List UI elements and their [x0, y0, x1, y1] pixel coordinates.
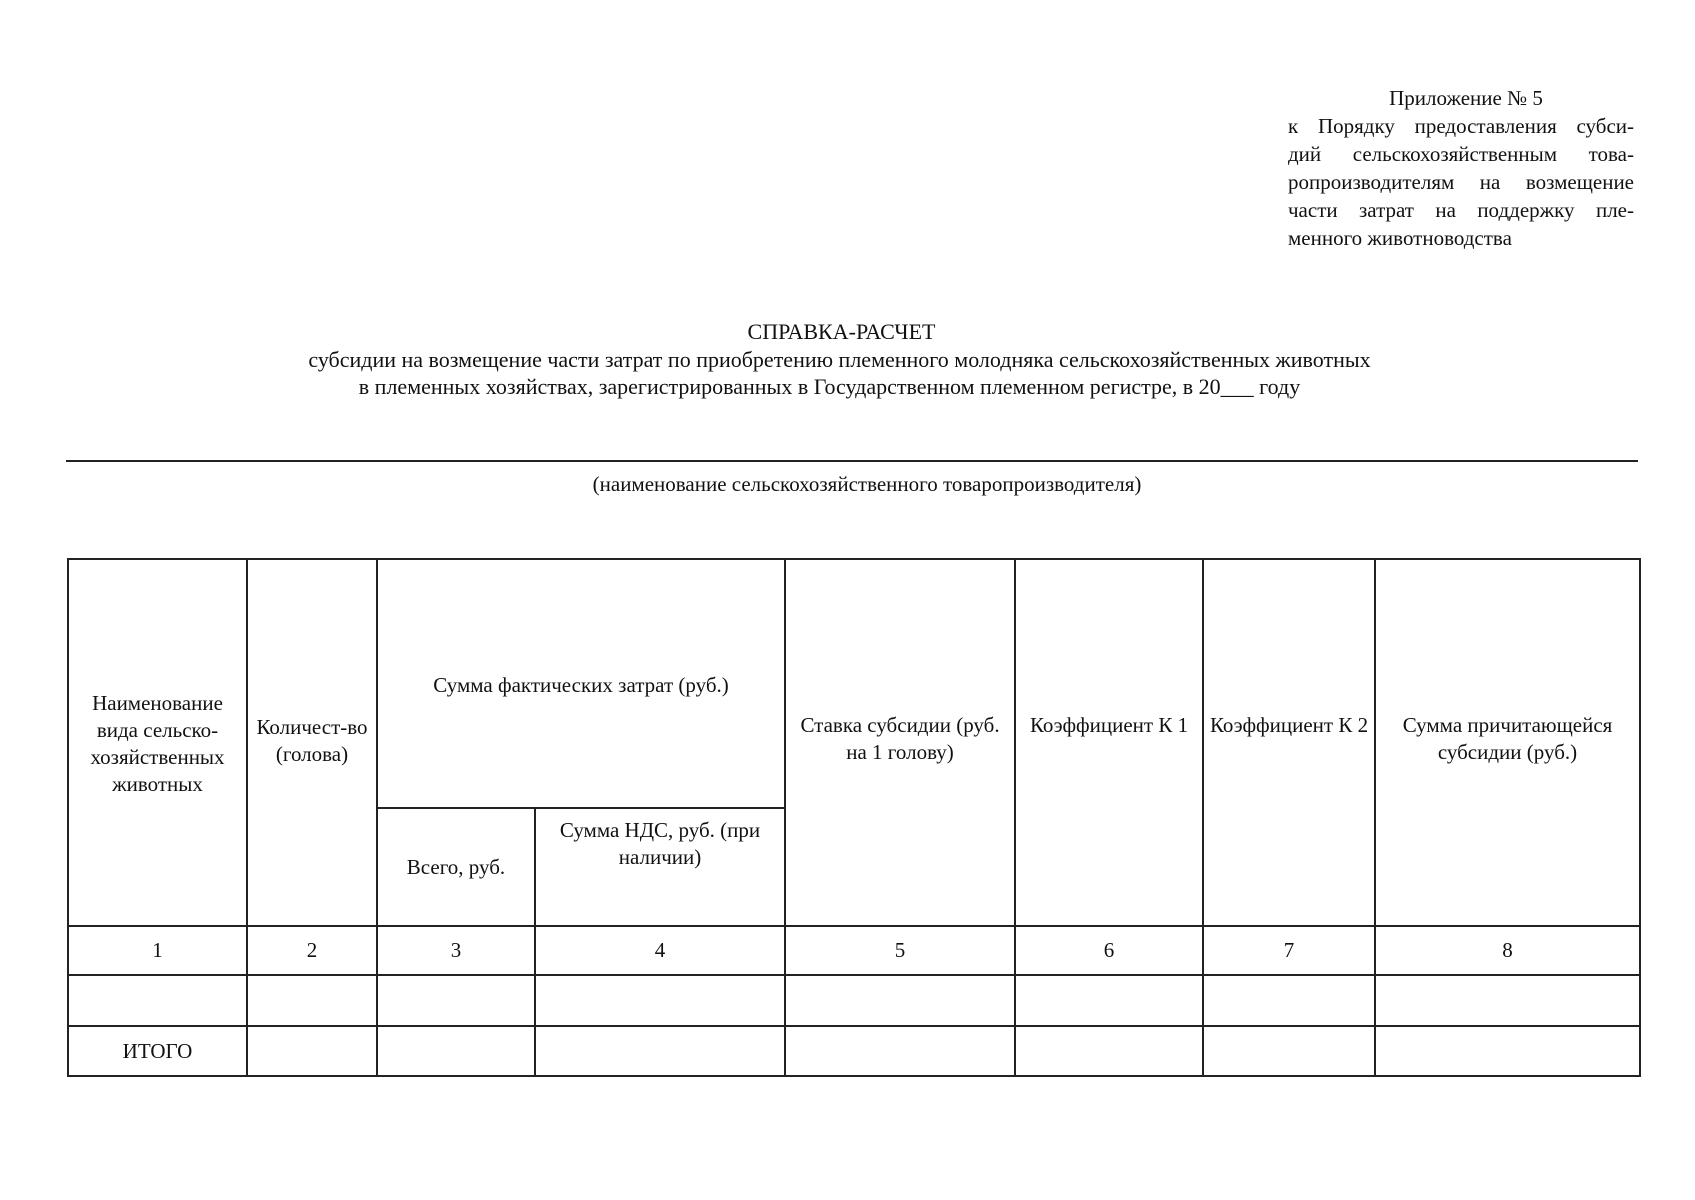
- header-subsidy-rate: Ставка субсидии (руб. на 1 голову): [785, 559, 1015, 926]
- data-cell[interactable]: [68, 975, 247, 1026]
- document-subtitle-line-2: в племенных хозяйствах, зарегистрированных в Государственном племенном регистре, в 20___ году: [358, 374, 1301, 399]
- data-cell[interactable]: [377, 975, 535, 1026]
- data-cell[interactable]: [247, 975, 377, 1026]
- column-number: 2: [247, 926, 377, 975]
- column-number: 7: [1203, 926, 1375, 975]
- total-cell[interactable]: [785, 1026, 1015, 1076]
- appendix-line: ропроизводителям на возмещение: [1288, 170, 1634, 194]
- header-quantity: Количест-во (голова): [247, 559, 377, 926]
- appendix-line: дий сельскохозяйственным това-: [1288, 142, 1634, 166]
- appendix-line: к Порядку предоставления субси-: [1288, 114, 1634, 138]
- appendix-line: менного животноводства: [1288, 226, 1512, 250]
- appendix-block: [1288, 84, 1634, 252]
- header-coefficient-k1: Коэффициент К 1: [1015, 559, 1203, 926]
- column-number: 8: [1375, 926, 1640, 975]
- header-actual-costs: Сумма фактических затрат (руб.): [377, 559, 785, 808]
- total-cell[interactable]: [377, 1026, 535, 1076]
- total-label: ИТОГО: [68, 1026, 247, 1076]
- column-number: 5: [785, 926, 1015, 975]
- header-total-costs: Всего, руб.: [377, 808, 535, 926]
- data-cell[interactable]: [785, 975, 1015, 1026]
- data-cell[interactable]: [1203, 975, 1375, 1026]
- header-animal-type: Наименование вида сельско-хозяйственных животных: [68, 559, 247, 926]
- document-subtitle-line-1: субсидии на возмещение части затрат по приобретению племенного молодняка сельскохозяйственных животных: [308, 347, 1371, 372]
- total-cell[interactable]: [1015, 1026, 1203, 1076]
- document-title: СПРАВКА-РАСЧЕТ: [747, 319, 936, 344]
- column-number: 4: [535, 926, 785, 975]
- data-cell[interactable]: [1015, 975, 1203, 1026]
- appendix-line: части затрат на поддержку пле-: [1288, 198, 1634, 222]
- total-cell[interactable]: [535, 1026, 785, 1076]
- data-cell[interactable]: [535, 975, 785, 1026]
- header-vat-amount: Сумма НДС, руб. (при наличии): [535, 808, 785, 926]
- total-cell[interactable]: [247, 1026, 377, 1076]
- appendix-title: Приложение № 5: [1389, 86, 1543, 110]
- header-coefficient-k2: Коэффициент К 2: [1203, 559, 1375, 926]
- producer-name-line[interactable]: [66, 460, 1638, 462]
- column-number: 1: [68, 926, 247, 975]
- total-cell[interactable]: [1375, 1026, 1640, 1076]
- subsidy-calculation-table: [67, 558, 1641, 1077]
- producer-name-caption: (наименование сельскохозяйственного товаропроизводителя): [592, 472, 1142, 496]
- header-subsidy-amount: Сумма причитающейся субсидии (руб.): [1375, 559, 1640, 926]
- column-number: 3: [377, 926, 535, 975]
- column-number: 6: [1015, 926, 1203, 975]
- data-cell[interactable]: [1375, 975, 1640, 1026]
- total-cell[interactable]: [1203, 1026, 1375, 1076]
